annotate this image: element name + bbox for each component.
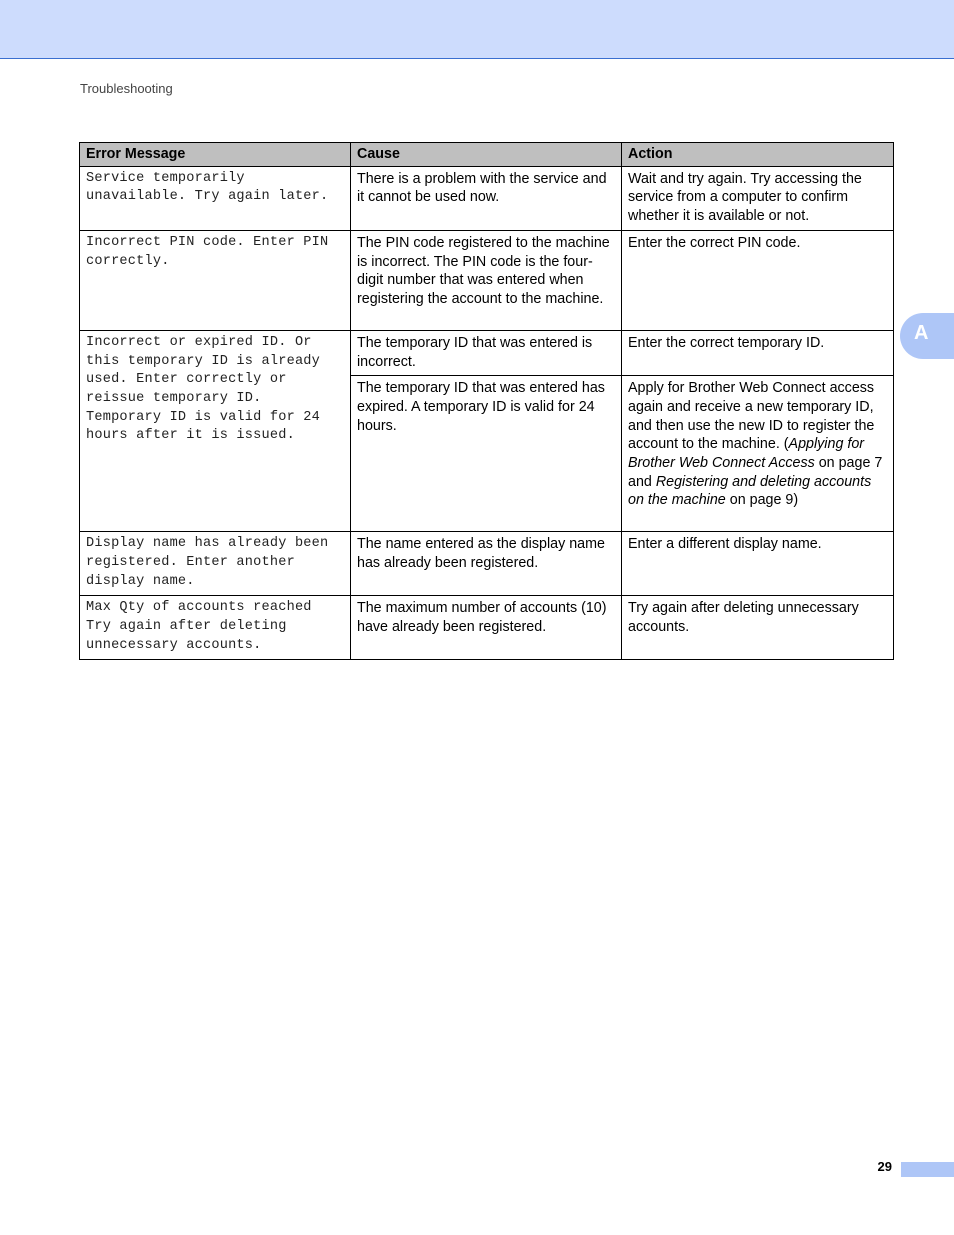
cause-cell: The temporary ID that was entered is incorrect. <box>351 330 622 375</box>
cause-cell: The PIN code registered to the machine is incorrect. The PIN code is the four-digit number that was entered when registering the account to the machine. <box>351 230 622 330</box>
table-row <box>80 596 894 660</box>
table-row <box>80 532 894 596</box>
column-header-action: Action <box>622 143 894 167</box>
error-message-cell: Display name has already been registered. Enter another display name. <box>80 532 351 596</box>
action-cell: Wait and try again. Try accessing the service from a computer to confirm whether it is available or not. <box>622 166 894 230</box>
cross-reference-link[interactable]: Registering and deleting accounts on the machine <box>628 473 872 509</box>
error-message-cell: Service temporarily unavailable. Try again later. <box>80 166 351 230</box>
table-row <box>80 166 894 230</box>
error-message-cell: Max Qty of accounts reached Try again after deleting unnecessary accounts. <box>80 596 351 660</box>
action-text: Apply for Brother Web Connect access again and receive a new temporary ID, and then use the new ID to register the account to the machine. ( <box>628 380 875 453</box>
column-header-error-message: Error Message <box>80 143 351 167</box>
cause-cell: The name entered as the display name has already been registered. <box>351 532 622 596</box>
table-row <box>80 230 894 330</box>
cause-cell: The temporary ID that was entered has expired. A temporary ID is valid for 24 hours. <box>351 376 622 532</box>
top-header-band <box>0 0 954 59</box>
page-number: 29 <box>877 1159 892 1174</box>
action-cell: Enter a different display name. <box>622 532 894 596</box>
cross-reference-link[interactable]: Applying for Brother Web Connect Access <box>628 436 865 472</box>
error-message-cell: Incorrect or expired ID. Or this temporary ID is already used. Enter correctly or reissue temporary ID. Temporary ID is valid for 24 hours after it is issued. <box>80 330 351 531</box>
column-header-cause: Cause <box>351 143 622 167</box>
table-row <box>80 330 894 375</box>
cause-cell: There is a problem with the service and it cannot be used now. <box>351 166 622 230</box>
action-text: on page 7 and <box>628 455 883 490</box>
running-head: Troubleshooting <box>80 81 173 96</box>
action-cell: Enter the correct temporary ID. <box>622 330 894 375</box>
action-cell: Try again after deleting unnecessary accounts. <box>622 596 894 660</box>
error-message-table <box>79 142 894 660</box>
cause-cell: The maximum number of accounts (10) have already been registered. <box>351 596 622 660</box>
action-cell <box>622 376 894 532</box>
footer-band <box>901 1162 954 1177</box>
action-cell: Enter the correct PIN code. <box>622 230 894 330</box>
section-tab <box>900 313 954 359</box>
table-header-row <box>80 143 894 167</box>
section-tab-letter: A <box>914 322 929 344</box>
action-text: on page 9) <box>725 492 799 509</box>
error-message-cell: Incorrect PIN code. Enter PIN correctly. <box>80 230 351 330</box>
